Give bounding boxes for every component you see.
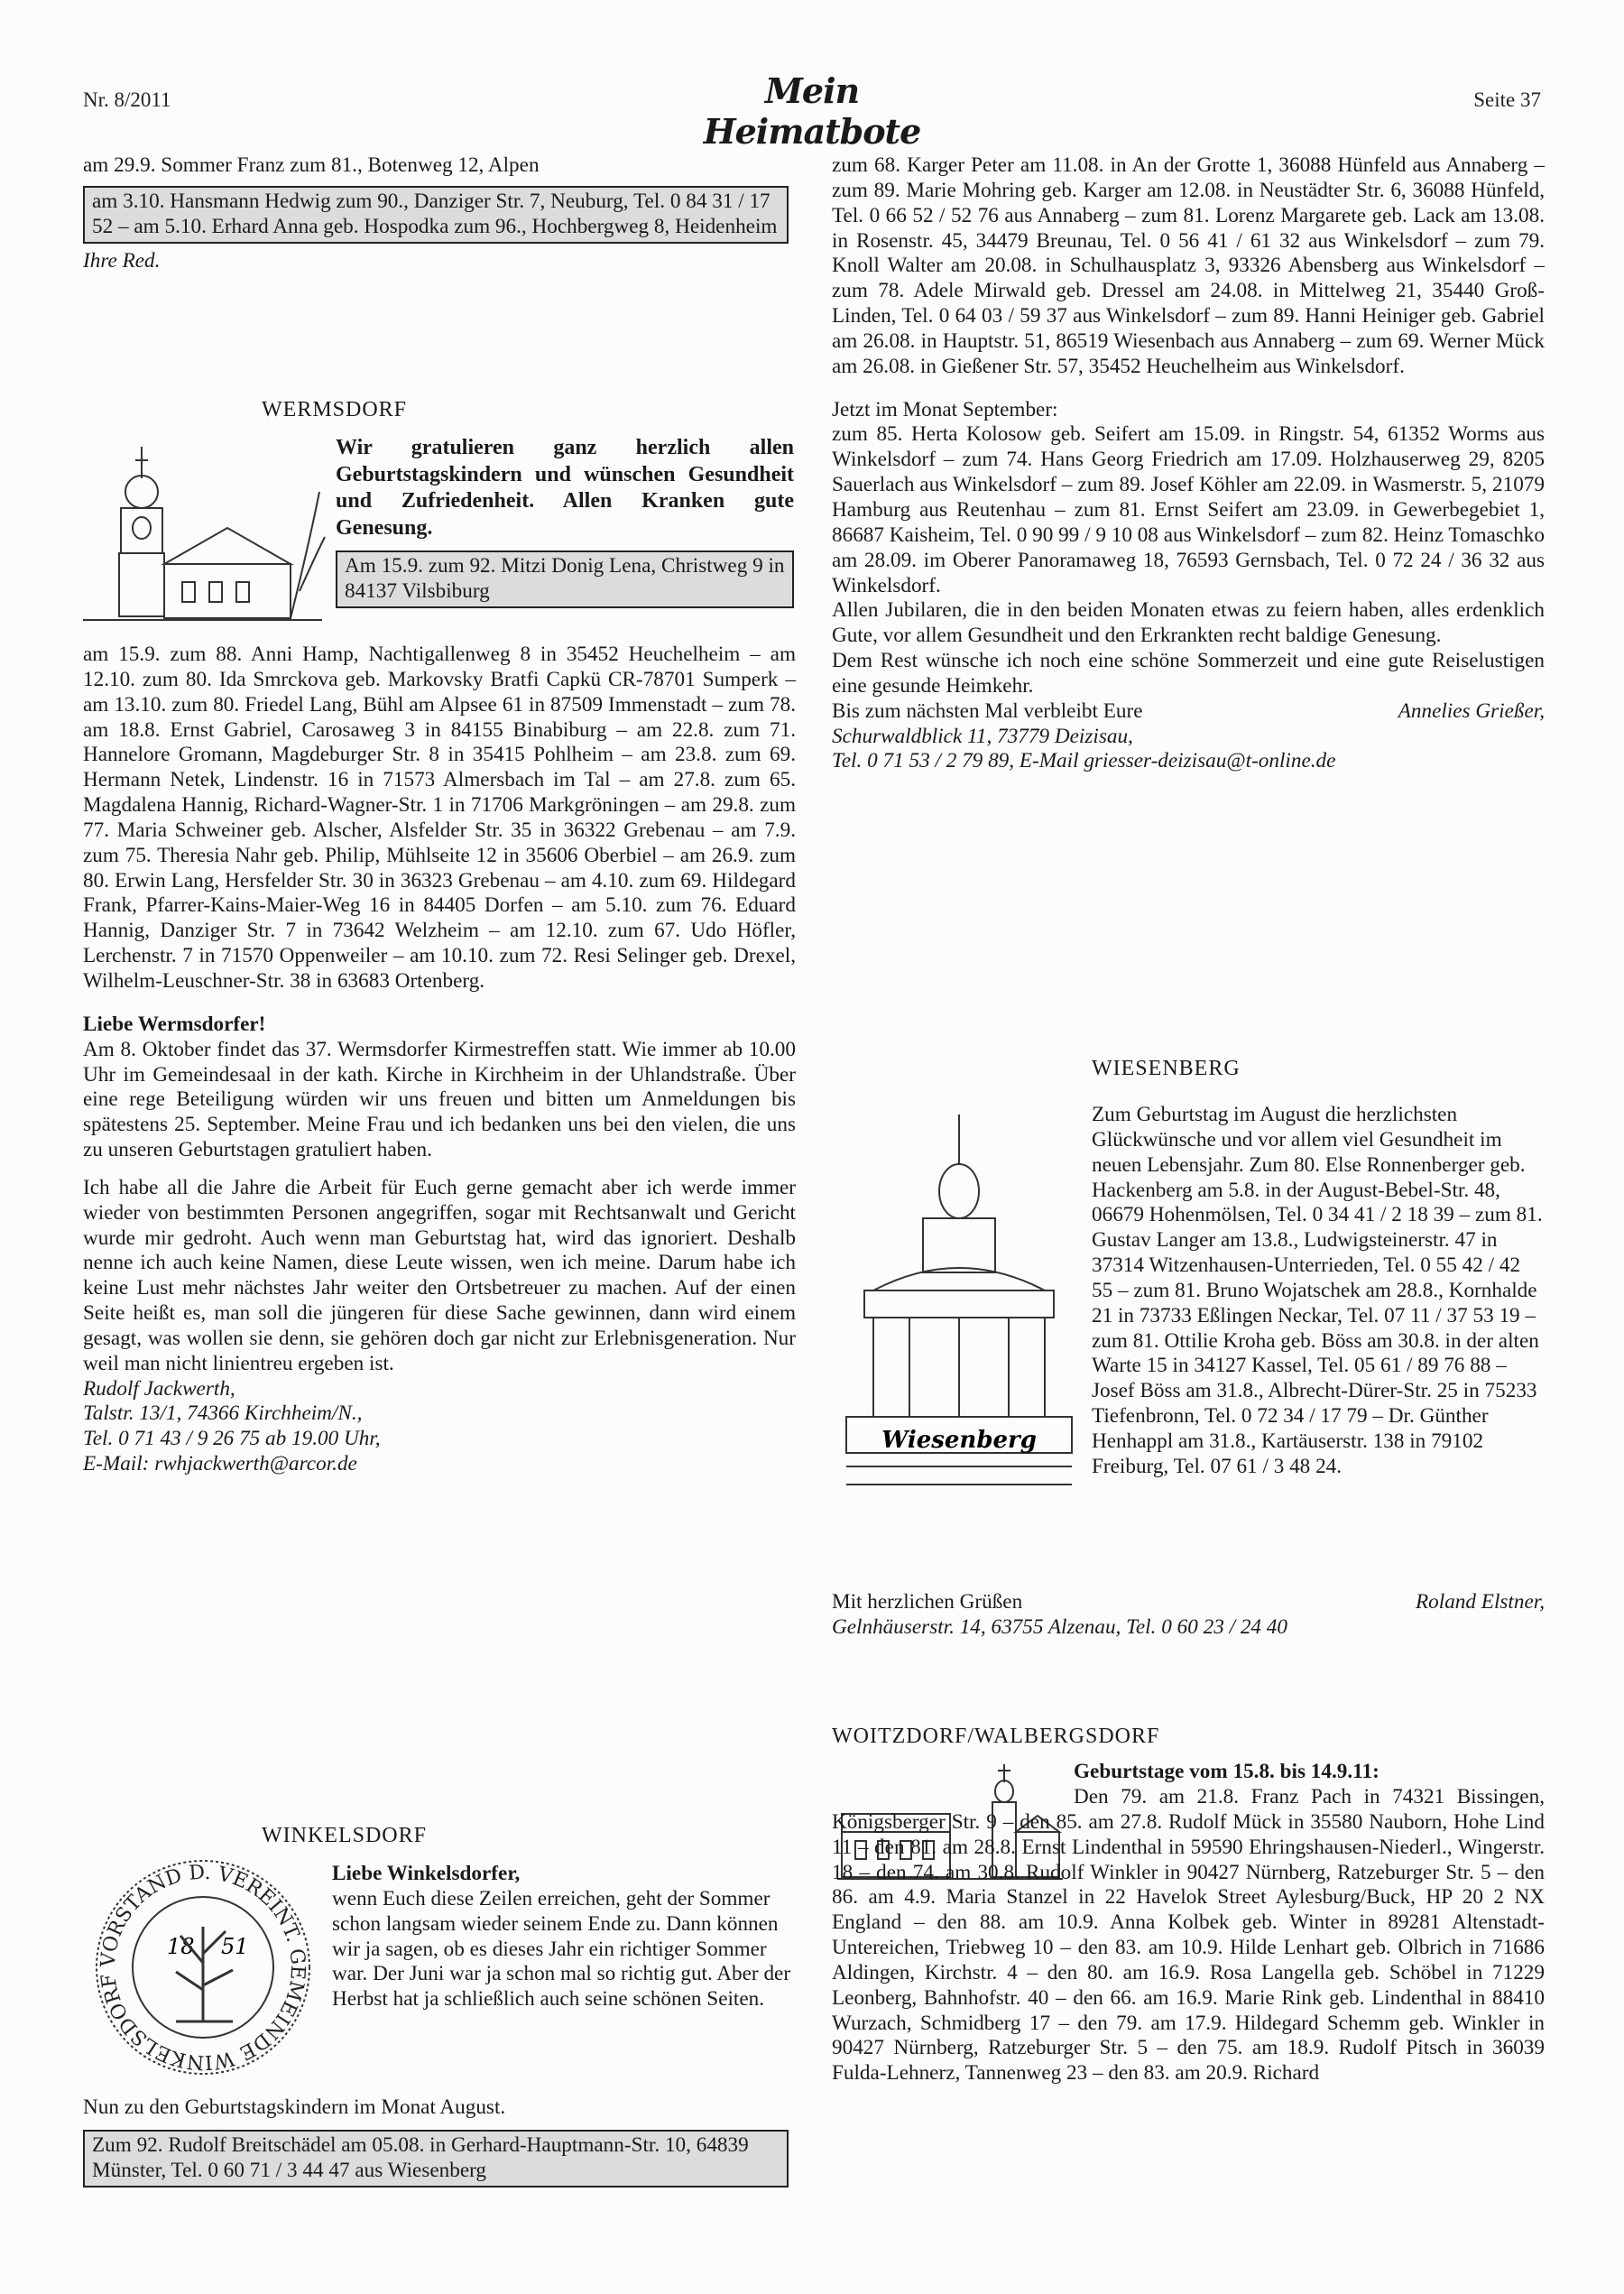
woitzdorf-birthday-list: Den 79. am 21.8. Franz Pach in 74321 Bissingen, Königsberger Str. 9 – den 85. am 27.8. Rudolf Mück in 35580 Nauborn, Hohe Lind 11 – den 81. am 28.8. Ernst Lindenthal in 59590 Ehringshausen-Niederl., Wingerstr. 18 – den 74. am 30.8. Rudolf Winkler in 90427 Nürnberg, Ratzeburger Str. 5 – den 86. am 4.9. Maria Stanzel in 22 Havelok Street Aylesburg/Buck, HP 20 2 NX England – den 88. am 10.9. Anna Kolbek geb. Winter in 89281 Altenstadt-Untereichen, Triebweg 10 – den 83. am 10.9. Hilde Lenhart geb. Olbrich in 71686 Aldingen, Kirchstr. 4 – den 80. am 16.9. Rosa Langella geb. Schöbel in 71229 Leonberg, Bahnhofstr. 40 – den 66. am 16.9. Marie Rink geb. Lindenthal in 88410 Wurzach, Schmidberg 17 – den 79. am 17.9. Hildegard Schemm geb. Winkler in 90427 Nürnberg, Ratzeburger Str. 5 – den 75. am 18.9. Rudolf Pitsch in 36039 Fulda-Lehnerz, Tannenweg 23 – den 83. am 20.9. Richard — [832, 1785, 1545, 2086]
wiesenberg-signoff — [832, 1590, 1545, 1641]
church-illustration — [83, 438, 327, 627]
winkelsdorf-box: Zum 92. Rudolf Breitschädel am 05.08. in Gerhard-Hauptmann-Str. 10, 64839 Münster, Tel. 0 60 71 / 3 44 47 aus Wiesenberg — [83, 2130, 789, 2188]
wermsdorf-greeting: Wir gratulieren ganz herzlich allen Geburtstagskindern und wünschen Gesundheit und Zufriedenheit. Allen Kranken gute Genesung. — [336, 436, 794, 540]
winkelsdorf-intro — [332, 1862, 796, 2012]
issue-number: Nr. 8/2011 — [83, 88, 171, 111]
signature-phone: Tel. 0 71 43 / 9 26 75 ab 19.00 Uhr, — [83, 1427, 381, 1451]
closing-phone-email: Tel. 0 71 53 / 2 79 89, E-Mail griesser-deizisau@t-online.de — [832, 749, 1336, 773]
seal-year-left: 18 — [167, 1934, 195, 1959]
wiesenberg-header — [1092, 1056, 1543, 1082]
right-column — [832, 153, 1545, 774]
signature-address: Talstr. 13/1, 74366 Kirchheim/N., — [83, 1401, 363, 1426]
winkelsdorf-seal — [90, 1855, 316, 2080]
wiesenberg-closing-line — [832, 1590, 1545, 1615]
woitzdorf-subtitle-block — [1074, 1760, 1545, 1785]
box1-signature: Ihre Red. — [83, 248, 161, 273]
page-number: Seite 37 — [1473, 88, 1541, 111]
wermsdorf-body — [83, 643, 796, 1477]
newspaper-logo: Mein Heimatbote — [703, 70, 921, 152]
wiesenberg-title: WIESENBERG — [1092, 1057, 1241, 1080]
closing-line — [832, 699, 1545, 725]
winkelsdorf-august-intro: Nun zu den Geburtstagskindern im Monat August. — [83, 2095, 506, 2119]
wermsdorf-title: WERMSDORF — [262, 398, 408, 421]
intro-line: am 29.9. Sommer Franz zum 81., Botenweg 12, Alpen — [83, 153, 540, 177]
winkelsdorf-text: wenn Euch diese Zeilen erreichen, geht der Sommer schon langsam wieder seinem Ende zu. Dann können wir ja sagen, ob es dieses Jahr ein richtiger Sommer war. Der Juni war ja schon mal so richtig gut. Aber der Herbst hat ja schließlich auch seine schönen Seiten. — [332, 1886, 791, 2012]
winkelsdorf-title: WINKELSDORF — [262, 1824, 427, 1847]
birthday-box-1: am 3.10. Hansmann Hedwig zum 90., Danziger Str. 7, Neuburg, Tel. 0 84 31 / 17 52 – am 5.10. Erhard Anna geb. Hospodka zum 96., Hochbergweg 8, Heidenheim — [83, 186, 789, 244]
winkelsdorf-header — [262, 1823, 794, 1849]
wermsdorf-intro — [336, 435, 794, 614]
woitzdorf-title: WOITZDORF/WALBERGSDORF — [832, 1725, 1160, 1748]
signature-name: Rudolf Jackwerth, — [83, 1376, 235, 1401]
wermsdorf-birthday-list: am 15.9. zum 88. Anni Hamp, Nachtigallenweg 8 in 35452 Heuchelheim – am 12.10. zum 80. Ida Smrckova geb. Markovsky Bratfi Capkü CR-78701 Sumperk – am 13.10. zum 80. Friedel Lang, Bühl am Alpsee 61 in 87509 Immenstadt – zum 78. am 18.8. Ernst Gabriel, Carosaweg 3 in 84155 Binabiburg – am 22.8. zum 71. Hannelore Gromann, Magdeburger Str. 8 in 35415 Pohlheim – am 23.8. zum 69. Hermann Netek, Lindenstr. 16 in 71573 Almersbach im Tal – am 27.8. zum 65. Magdalena Hannig, Richard-Wagner-Str. 1 in 71706 Markgröningen – am 29.8. zum 77. Maria Schweiner geb. Alscher, Alsfelder Str. 35 in 36322 Grebenau – am 7.9. zum 75. Theresia Nahr geb. Philip, Mühlseite 12 in 35606 Oberbiel – am 26.9. zum 80. Erwin Lang, Hersfelder Str. 30 in 36323 Grebenau – am 4.10. zum 69. Hildegard Frank, Pfarrer-Kains-Maier-Weg 16 in 84405 Dorfen – am 5.10. zum 76. Eduard Hannig, Danziger Str. 7 in 73642 Welzheim – am 12.10. zum 67. Udo Höfler, Lerchenstr. 7 in 71570 Oppenweiler – am 10.10. zum 72. Resi Selinger geb. Drexel, Wilhelm-Leuschner-Str. 38 in 63683 Ortenberg. — [83, 643, 796, 993]
woitzdorf-header — [832, 1724, 1545, 1750]
winkelsdorf-greeting: Liebe Winkelsdorfer, — [332, 1862, 521, 1885]
wiesenberg-text-block — [1092, 1103, 1545, 1480]
wiesenberg-address: Gelnhäuserstr. 14, 63755 Alzenau, Tel. 0 60 23 / 24 40 — [832, 1614, 1287, 1639]
september-intro: Jetzt im Monat September: — [832, 397, 1058, 421]
signature-email: E-Mail: rwhjackwerth@arcor.de — [83, 1452, 357, 1476]
letter-greeting: Liebe Wermsdorfer! — [83, 1012, 266, 1036]
closing-name: Annelies Grießer, — [1398, 698, 1545, 723]
wish-paragraph: Allen Jubilaren, die in den beiden Monaten etwas zu feiern haben, alles erdenklich Gute, vor allem Gesundheit und den Erkrankten recht baldige Genesung. — [832, 598, 1545, 648]
letter-paragraph-1: Am 8. Oktober findet das 37. Wermsdorfer Kirmestreffen statt. Wie immer ab 10.00 Uhr im Gemeindesaal in der kath. Kirche in Kirchheim in der Uhlandstraße. Über eine rege Beteiligung würden wir uns freuen und bitten um Anmeldungen bis spätestens 25. September. Meine Frau und ich bedanken uns bei den vielen, die uns zu unseren Geburtstagen gratuliert haben. — [83, 1037, 796, 1162]
wermsdorf-header — [262, 397, 794, 423]
wiesenberg-fountain-illustration — [837, 1110, 1081, 1489]
woitzdorf-subtitle: Geburtstage vom 15.8. bis 14.9.11: — [1074, 1760, 1379, 1783]
winkelsdorf-bottom — [83, 2095, 796, 2193]
wermsdorf-highlight-box: Am 15.9. zum 92. Mitzi Donig Lena, Christweg 9 in 84137 Vilsbiburg — [336, 550, 794, 608]
seal-year-right: 51 — [221, 1934, 249, 1959]
closing-text: Bis zum nächsten Mal verbleibt Eure — [832, 698, 1143, 723]
wiesenberg-text: Zum Geburtstag im August die herzlichsten Glückwünsche und vor allem viel Gesundheit im neuen Lebensjahr. Zum 80. Else Ronnenberger geb. Hackenberg am 5.8. in der August-Bebel-Str. 48, 06679 Hohenmölsen, Tel. 0 34 41 / 2 18 39 – zum 81. Gustav Langer am 13.8., Ludwigsteinerstr. 47 in 37314 Witzenhausen-Unterrieden, Tel. 0 55 42 / 42 55 – zum 81. Bruno Wojatschek am 28.8., Kornhalde 21 in 73733 Eßlingen Neckar, Tel. 07 11 / 37 53 19 – zum 81. Ottilie Kroha geb. Böss am 30.8. in der alten Warte 15 in 34127 Kassel, Tel. 05 61 / 89 76 88 – Josef Böss am 31.8., Albrecht-Dürer-Str. 25 in 75233 Tiefenbronn, Tel. 0 72 34 / 17 79 – Dr. Günther Henhappl am 31.8., Kartäuserstr. 138 in 79102 Freiburg, Tel. 07 61 / 3 48 24. — [1092, 1103, 1543, 1478]
rest-paragraph: Dem Rest wünsche ich noch eine schöne Sommerzeit und eine gute Reiselustigen eine gesunde Heimkehr. — [832, 649, 1545, 698]
closing-address: Schurwaldblick 11, 73779 Deizisau, — [832, 724, 1133, 748]
wiesenberg-closing: Mit herzlichen Grüßen — [832, 1590, 1023, 1614]
wiesenberg-label: Wiesenberg — [881, 1427, 1037, 1454]
woitzdorf-body — [832, 1785, 1545, 2086]
september-birthday-list: zum 85. Herta Kolosow geb. Seifert am 15.09. in Ringstr. 54, 61352 Worms aus Winkelsdorf – zum 74. Hans Georg Friedrich am 17.09. Holzhauserweg 29, 8205 Sauerlach aus Winkelsdorf – zum 89. Josef Köhler am 22.09. in Wasmerstr. 5, 21079 Hamburg aus Reutenhau – zum 81. Ernst Seifert am 23.09. in Gewerbegebiet 1, 86687 Kaisheim, Tel. 0 90 99 / 9 10 08 aus Winkelsdorf – zum 82. Heinz Tomaschko am 28.09. im Oberer Panoramaweg 18, 76593 Gernsbach, Tel. 0 72 24 / 36 32 aus Winkelsdorf. — [832, 422, 1545, 597]
left-column — [83, 153, 796, 273]
wiesenberg-name: Roland Elstner, — [1416, 1590, 1545, 1614]
seal-text: VORSTAND D. VEREINT. GEMEINDE WINKELSDORF — [97, 1861, 309, 2074]
august-birthday-list: zum 68. Karger Peter am 11.08. in An der Grotte 1, 36088 Hünfeld aus Annaberg – zum 89. Marie Mohring geb. Karger am 12.08. in Neustädter Str. 6, 36088 Hünfeld, Tel. 0 66 52 / 52 76 aus Annaberg – zum 81. Lorenz Margarete geb. Lack am 13.08. in Rosenstr. 45, 34479 Breunau, Tel. 0 56 41 / 61 32 aus Winkelsdorf – zum 79. Knoll Walter am 20.08. in Schulhausplatz 3, 93326 Abensberg aus Winkelsdorf – zum 78. Adele Mirwald geb. Dressel am 24.08. in Mittelweg 21, 35440 Groß-Linden, Tel. 0 64 03 / 59 37 aus Winkelsdorf – zum 89. Hanni Heiniger geb. Gabriel am 26.08. in Hauptstr. 51, 86519 Wiesenbach aus Annaberg – zum 69. Werner Mück am 26.08. in Gießener Str. 57, 35452 Heuchelheim aus Winkelsdorf. — [832, 153, 1545, 378]
letter-paragraph-2: Ich habe all die Jahre die Arbeit für Euch gerne gemacht aber ich werde immer wieder von bestimmten Personen angegriffen, sogar mit Rechtsanwalt und Gericht wurde mir gedroht. Auch wenn man Geburtstag hat, wird das ignoriert. Deshalb nenne ich auch keine Namen, diese Leute wissen, wen ich meine. Darum habe ich keine Lust mehr nächstes Jahr weiter den Ortsbetreuer zu machen. Auf der einen Seite heißt es, man soll die jüngeren für diese Sache gewinnen, dann wird einem gesagt, was wollen sie denn, sie gehören doch gar nicht zur Erlebnisgeneration. Nur weil man nicht linientreu ergeben ist. — [83, 1175, 796, 1375]
